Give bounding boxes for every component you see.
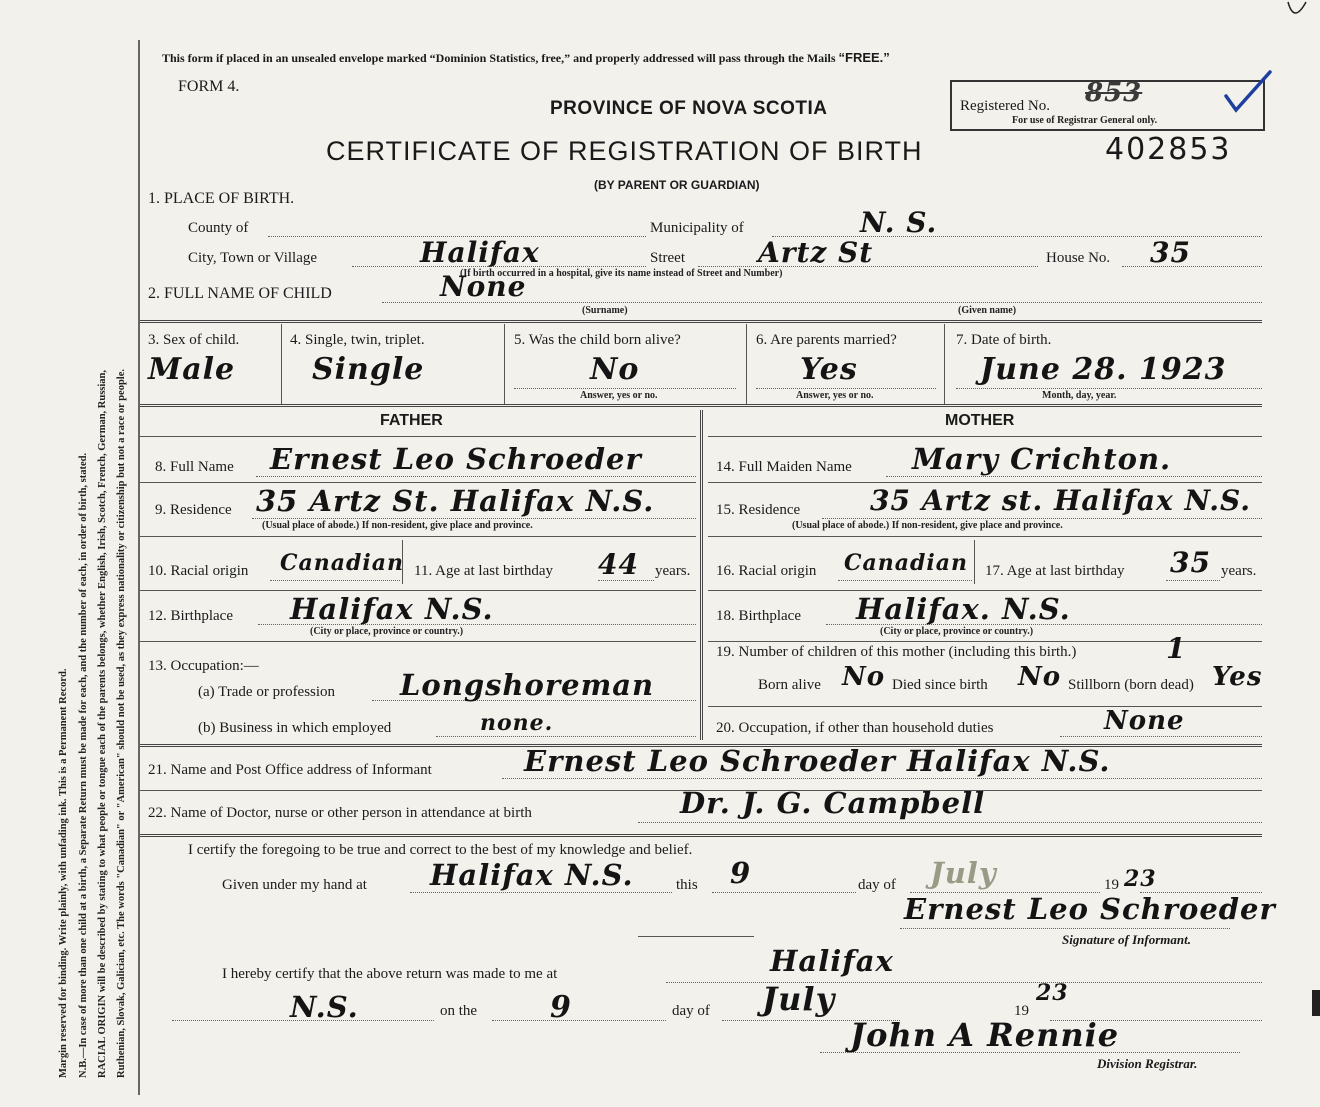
binding-margin-rule [138, 40, 140, 1095]
father-name-value: Ernest Leo Schroeder [270, 442, 642, 476]
registrar-day-of-label: day of [672, 1003, 710, 1019]
mother-occupation-label: 20. Occupation, if other than household duties [716, 720, 994, 736]
plurality-value: Single [312, 352, 425, 387]
registrar-day-line [492, 1020, 666, 1021]
mother-years-label: years. [1221, 563, 1257, 579]
father-business-line [436, 736, 696, 737]
registrar-day-value: 9 [550, 990, 572, 1025]
born-alive-line [514, 388, 736, 389]
sex-value: Male [148, 352, 236, 387]
born-alive-count-label: Born alive [758, 677, 821, 693]
registrar-place-cont: N.S. [290, 990, 359, 1024]
child-surname-value: None [440, 270, 527, 303]
registrar-month-value: July [762, 980, 836, 1018]
col-divider [504, 324, 505, 404]
sex-label: 3. Sex of child. [148, 332, 240, 348]
father-name-line [256, 476, 696, 477]
short-rule [638, 936, 754, 937]
checkmark-icon [1222, 68, 1274, 116]
divider [140, 536, 696, 537]
surname-caption: (Surname) [582, 305, 628, 316]
divider [140, 590, 696, 591]
mother-birthplace-value: Halifax. N.S. [856, 592, 1071, 626]
province-heading: PROVINCE OF NOVA SCOTIA [550, 98, 828, 119]
given-place-value: Halifax N.S. [430, 858, 634, 892]
mother-residence-caption: (Usual place of abode.) If non-resident, give place and province. [792, 520, 1063, 531]
child-name-label: 2. FULL NAME OF CHILD [148, 285, 332, 302]
registrar-place-cont-line [172, 1020, 434, 1021]
col-divider [974, 540, 975, 584]
informant-signature-label: Signature of Informant. [1062, 932, 1191, 947]
house-number-line [1122, 266, 1262, 267]
registrar-place-value: Halifax [770, 944, 894, 978]
postal-note-text: This form if placed in an unsealed envelope marked “Dominion Statistics, free,” and properly addressed will pass through the Mails [162, 51, 839, 65]
date-of-birth-label: 7. Date of birth. [956, 332, 1052, 348]
father-birthplace-label: 12. Birthplace [148, 608, 233, 624]
registrar-only-note: For use of Registrar General only. [1012, 115, 1158, 126]
col-divider [281, 324, 282, 404]
registrar-signature-label: Division Registrar. [1097, 1056, 1198, 1071]
father-occupation-label: 13. Occupation:— [148, 658, 259, 674]
registrar-signature-line [820, 1052, 1240, 1053]
informant-value: Ernest Leo Schroeder Halifax N.S. [524, 744, 1111, 778]
city-label: City, Town or Village [188, 250, 318, 266]
father-residence-label: 9. Residence [155, 502, 232, 518]
divider [708, 536, 1262, 537]
doctor-line [638, 822, 1262, 823]
divider [140, 436, 696, 437]
father-residence-value: 35 Artz St. Halifax N.S. [256, 484, 655, 518]
form-number: FORM 4. [178, 78, 240, 95]
mother-name-label: 14. Full Maiden Name [716, 459, 852, 475]
mother-occupation-line [1060, 736, 1262, 737]
pencil-mark [1280, 0, 1310, 30]
house-number-label: House No. [1046, 250, 1111, 266]
father-years-label: years. [655, 563, 691, 579]
date-of-birth-caption: Month, day, year. [1042, 390, 1117, 401]
father-racial-origin-value: Canadian [280, 550, 405, 576]
this-label: this [676, 877, 698, 893]
municipality-label: Municipality of [650, 220, 744, 236]
divider [708, 590, 1262, 591]
edge-mark [1312, 990, 1320, 1016]
registered-label: Registered No. [960, 98, 1050, 114]
margin-note-binding: Margin reserved for binding. Write plainly, with unfading ink. This is a Permanent Record. [58, 668, 69, 1078]
father-trade-label: (a) Trade or profession [198, 684, 336, 700]
mother-children-label: 19. Number of children of this mother (including this birth.) [716, 644, 1077, 660]
mother-age-line [1166, 580, 1220, 581]
street-value: Artz St [758, 236, 874, 269]
divider-child-row-top [140, 320, 1262, 323]
registrar-year-prefix: 19 [1014, 1003, 1029, 1019]
parents-married-caption: Answer, yes or no. [796, 390, 874, 401]
certificate-subtitle: (BY PARENT OR GUARDIAN) [594, 178, 760, 192]
certification-statement: I certify the foregoing to be true and correct to the best of my knowledge and belief. [188, 842, 693, 858]
mother-name-line [886, 476, 1262, 477]
day-of-label: day of [858, 877, 896, 893]
doctor-value: Dr. J. G. Campbell [680, 786, 986, 820]
place-of-birth-label: 1. PLACE OF BIRTH. [148, 190, 295, 207]
this-value: 9 [730, 856, 752, 890]
born-alive-caption: Answer, yes or no. [580, 390, 658, 401]
registrar-year-value: 23 [1036, 980, 1069, 1006]
mother-racial-origin-line [838, 580, 972, 581]
informant-line [502, 778, 1262, 779]
father-birthplace-value: Halifax N.S. [290, 592, 494, 626]
mother-children-value: 1 [1166, 632, 1187, 665]
plurality-label: 4. Single, twin, triplet. [290, 332, 425, 348]
registered-value: 853 [1085, 78, 1143, 108]
certificate-number: 402853 [1105, 132, 1232, 167]
father-business-label: (b) Business in which employed [198, 720, 392, 736]
postal-note [162, 50, 890, 66]
divider [708, 436, 1262, 437]
divider [708, 482, 1262, 483]
divider [140, 482, 696, 483]
on-the-label: on the [440, 1003, 478, 1019]
mother-residence-value: 35 Artz st. Halifax N.S. [870, 484, 1251, 517]
father-name-label: 8. Full Name [155, 459, 234, 475]
margin-note-multiple-births: N.B.—In case of more than one child at a birth, a Separate Return must be made for each, and the number of each, in order of birth, stated. [78, 452, 89, 1078]
died-since-birth-value: No [1018, 662, 1062, 692]
father-trade-value: Longshoreman [400, 668, 655, 702]
divider-certification-top [140, 834, 1262, 837]
certificate-title: CERTIFICATE OF REGISTRATION OF BIRTH [326, 136, 923, 166]
given-under-hand-label: Given under my hand at [222, 877, 367, 893]
registrar-statement: I hereby certify that the above return was made to me at [222, 966, 558, 982]
margin-note-racial-origin-cont: Ruthenian, Slovak, Galician, etc. The words "Canadian" or "American" should not be used, as they express nationality or citizenship but not a race or people. [116, 369, 127, 1078]
mother-birthplace-label: 18. Birthplace [716, 608, 801, 624]
father-age-label: 11. Age at last birthday [414, 563, 553, 579]
year-prefix: 19 [1104, 877, 1119, 893]
margin-note-racial-origin: RACIAL ORIGIN will be described by stating to what people or tongue each of the parents belongs, whether English, Irish, Scotch, French, German, Russian, [97, 369, 108, 1078]
divider [140, 641, 696, 642]
doctor-label: 22. Name of Doctor, nurse or other person in attendance at birth [148, 805, 532, 821]
parents-married-line [756, 388, 936, 389]
born-alive-count-value: No [842, 662, 886, 692]
mother-residence-line [822, 518, 1262, 519]
father-residence-line [252, 518, 696, 519]
parents-column-divider [700, 410, 703, 740]
given-name-caption: (Given name) [958, 305, 1017, 316]
registrar-place-line [666, 982, 1262, 983]
mother-birthplace-caption: (City or place, province or country.) [880, 626, 1034, 637]
parents-married-value: Yes [800, 352, 858, 387]
mother-heading: MOTHER [945, 412, 1015, 429]
father-heading: FATHER [380, 412, 443, 429]
registrar-signature: John A Rennie [850, 1016, 1120, 1054]
father-racial-origin-line [270, 580, 400, 581]
this-line [712, 892, 856, 893]
municipality-value: N. S. [860, 206, 938, 239]
street-label: Street [650, 250, 685, 266]
father-business-value: none. [480, 710, 554, 736]
city-value: Halifax [420, 236, 540, 269]
born-alive-label: 5. Was the child born alive? [514, 332, 681, 348]
county-label: County of [188, 220, 249, 236]
mother-racial-origin-value: Canadian [844, 550, 969, 576]
stillborn-value: Yes [1212, 662, 1263, 692]
stillborn-label: Stillborn (born dead) [1068, 677, 1194, 693]
mother-age-value: 35 [1170, 546, 1211, 579]
born-alive-value: No [590, 352, 640, 387]
hospital-note: (If birth occurred in a hospital, give its name instead of Street and Number) [460, 268, 783, 279]
father-racial-origin-label: 10. Racial origin [148, 563, 249, 579]
died-since-birth-label: Died since birth [892, 677, 988, 693]
given-place-line [410, 892, 672, 893]
divider-parents-top [140, 404, 1262, 407]
year-value: 23 [1124, 866, 1157, 892]
informant-signature-line [900, 928, 1230, 929]
father-birthplace-caption: (City or place, province or country.) [310, 626, 464, 637]
col-divider [402, 540, 403, 584]
month-value: July [930, 856, 997, 890]
mother-occupation-value: None [1104, 706, 1185, 736]
informant-label: 21. Name and Post Office address of Informant [148, 762, 432, 778]
informant-signature: Ernest Leo Schroeder [904, 892, 1276, 926]
col-divider [746, 324, 747, 404]
postal-note-free: “FREE.” [838, 50, 890, 65]
mother-racial-origin-label: 16. Racial origin [716, 563, 817, 579]
date-of-birth-line [956, 388, 1262, 389]
father-age-value: 44 [598, 548, 639, 581]
house-number-value: 35 [1150, 236, 1191, 269]
date-of-birth-value: June 28. 1923 [980, 352, 1227, 387]
mother-age-label: 17. Age at last birthday [985, 563, 1125, 579]
col-divider [944, 324, 945, 404]
mother-residence-label: 15. Residence [716, 502, 801, 518]
father-residence-caption: (Usual place of abode.) If non-resident, give place and province. [262, 520, 533, 531]
mother-name-value: Mary Crichton. [912, 442, 1172, 476]
parents-married-label: 6. Are parents married? [756, 332, 897, 348]
